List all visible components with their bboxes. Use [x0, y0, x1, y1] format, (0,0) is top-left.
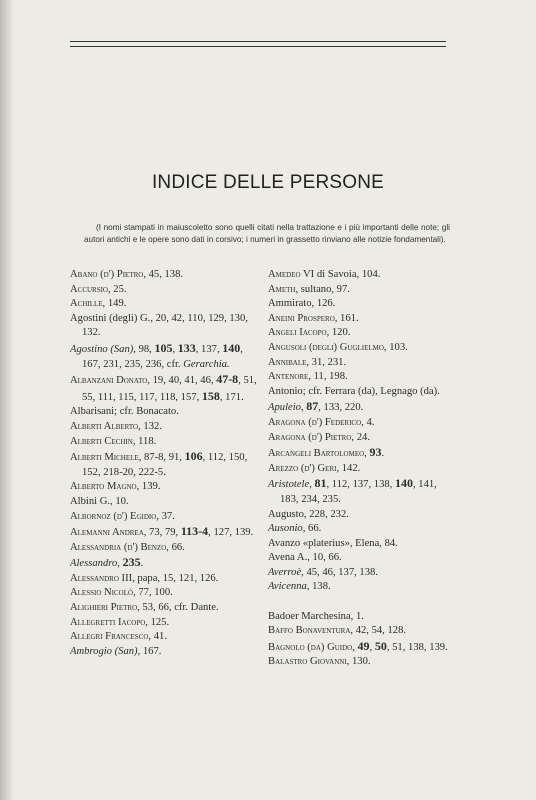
index-entry-segment: Balastro Giovanni — [268, 656, 347, 668]
index-entry — [70, 341, 260, 372]
index-entry-segment: 140 — [394, 476, 413, 491]
index-entry-segment: 106 — [184, 449, 203, 464]
index-entry-segment: , 167, 231, 235, 236, cfr. — [82, 343, 243, 370]
index-entry-segment: , — [352, 641, 358, 653]
index-entry-segment: , 133, 220. — [318, 402, 364, 414]
index-entry-segment: Augusto, 228, 232. — [268, 508, 349, 520]
index-entry — [268, 580, 454, 595]
index-column-right — [268, 268, 454, 670]
index-entry-segment: Abano (d') Pietro — [70, 269, 144, 280]
index-entry-segment: , 45, 46, 137, 138. — [301, 566, 378, 578]
index-entry — [268, 537, 454, 552]
index-entry — [70, 541, 260, 556]
index-entry-segment: Albini G., 10. — [70, 495, 129, 507]
index-entry-segment: , 24. — [351, 431, 370, 443]
index-entry-segment: Avanzo «platerius», Elena, 84. — [268, 537, 398, 549]
index-entry — [268, 566, 454, 581]
index-entry — [268, 476, 454, 507]
index-entry-segment: Arezzo (d') Geri — [268, 462, 337, 474]
index-entry-segment: , — [364, 448, 370, 460]
index-column-left — [70, 268, 260, 659]
index-entry-segment: 235 — [122, 555, 141, 570]
index-note: (I nomi stampati in maiuscoletto sono quelli citati nella trattazione e i più importanti delle note; gli autori antichi e le opere sono dati in corsivo; i numeri in grassetto rinviano alle notizie fondamentali). — [84, 223, 450, 244]
index-entry-segment: Bagnolo (da) Guido — [268, 641, 353, 653]
index-entry-segment: Alighieri Pietro — [70, 602, 138, 614]
index-entry — [268, 522, 454, 537]
index-entry — [268, 385, 454, 400]
index-entry-segment: , 19, 40, 41, 46, — [147, 375, 217, 387]
index-entry-segment: , 132. — [138, 420, 162, 432]
index-entry — [268, 416, 454, 431]
index-entry-segment: , sultano, 97. — [295, 283, 350, 295]
index-entry-segment: , 112, 150, 152, 218-20, 222-5. — [82, 452, 248, 478]
index-entry-segment: Ambrogio (San) — [70, 645, 138, 657]
index-entry-segment: Badoer Marchesina, 1. — [268, 610, 364, 622]
index-entry-segment: , 51, 55, 111, 115, 117, 118, 157, — [82, 375, 257, 403]
index-entry-segment: , 31, 231. — [306, 356, 347, 368]
index-entry-segment: , 112, 137, 138, — [326, 479, 395, 491]
index-entry-segment: Albarisani; cfr. Bonacato. — [70, 406, 179, 418]
index-entry-segment: , — [172, 343, 178, 355]
index-entry-segment: , — [117, 558, 123, 570]
index-entry-segment: Alessio Nicolò — [70, 587, 134, 599]
index-entry-segment: Aragona (d') Federico — [268, 416, 362, 428]
index-entry-segment: 113-4 — [180, 524, 209, 539]
index-entry-segment: Arcangeli Bartolomeo — [268, 448, 365, 460]
index-entry-segment: , 53, 66, cfr. Dante. — [137, 602, 219, 614]
index-entry — [268, 356, 454, 371]
index-entry — [70, 510, 260, 525]
index-entry-segment: Aristotele — [268, 479, 310, 491]
index-letter-gap — [268, 595, 454, 610]
index-entry — [70, 372, 260, 405]
index-entry-segment: , 42, 54, 128. — [350, 625, 407, 637]
index-entry — [70, 283, 260, 298]
index-entry-segment: Averroè — [268, 566, 302, 578]
index-entry — [268, 624, 454, 639]
index-entry — [70, 297, 260, 312]
index-entry-segment: Ameth — [268, 283, 296, 295]
index-entry-segment: , 51, 138, 139. — [386, 641, 448, 653]
index-entry — [70, 630, 260, 645]
index-entry-segment: , 118. — [132, 435, 157, 447]
index-entry-segment: 81 — [314, 476, 327, 491]
index-entry — [268, 399, 454, 416]
index-entry-segment: , 142. — [336, 462, 361, 474]
index-entry-segment: 47-8 — [216, 372, 239, 387]
index-entry-segment: , 87-8, 91, — [138, 452, 185, 464]
index-entry-segment: , 4. — [361, 416, 375, 428]
index-entry — [268, 268, 454, 283]
index-entry-segment: Agostini (degli) G., 20, 42, 110, 129, 130, 132. — [70, 312, 248, 339]
index-entry-segment: Aragona (d') Pietro — [268, 431, 352, 443]
index-entry-segment: Alberti Michele — [70, 452, 139, 464]
index-entry — [268, 610, 454, 625]
index-entry-segment: , 25. — [108, 283, 127, 295]
index-entry-segment: , 125. — [145, 616, 170, 628]
index-entry — [70, 449, 260, 480]
index-entry-segment: , 37. — [156, 510, 175, 522]
index-entry-segment: , 11, 198. — [308, 371, 348, 383]
index-entry-segment: , 130. — [346, 656, 371, 668]
index-entry — [268, 326, 454, 341]
index-entry-segment: 87 — [306, 399, 319, 414]
index-entry-segment: Allegri Francesco — [70, 631, 149, 643]
index-entry-segment: , 137, — [195, 343, 223, 355]
page-title: INDICE DELLE PERSONE — [151, 172, 385, 193]
index-entry — [70, 601, 260, 616]
index-entry-segment: Aneini Prospero — [268, 312, 335, 324]
index-entry-segment: Alberti Alberto — [70, 420, 139, 432]
index-entry-segment: , 161. — [334, 312, 359, 324]
index-entry-segment: , 41. — [148, 631, 167, 643]
page-binding-shadow — [0, 0, 14, 800]
index-entry-segment: Accursio — [70, 283, 108, 295]
index-entry-segment: Albanzani Donato — [70, 375, 148, 387]
top-rule-thin — [70, 46, 446, 47]
index-entry-segment: , 138. — [306, 581, 331, 593]
index-entry-segment: 105 — [154, 340, 173, 355]
index-entry — [70, 586, 260, 601]
index-entry — [268, 445, 454, 462]
index-entry-segment: VI di Savoia, 104. — [300, 269, 381, 280]
index-entry — [268, 283, 454, 298]
index-entry-segment: 158 — [201, 388, 220, 403]
index-entry-segment: Amedeo — [268, 269, 301, 280]
index-entry — [70, 435, 260, 450]
index-entry-segment: Allegretti Iacopo — [70, 616, 146, 628]
index-entry-segment: , 149. — [102, 298, 127, 310]
index-entry-segment: , 103. — [383, 341, 408, 353]
index-entry-segment: , 139. — [136, 481, 161, 493]
index-entry-segment: 50 — [374, 638, 387, 653]
index-entry-segment: , 98, — [133, 343, 155, 355]
top-rule — [70, 41, 446, 42]
index-entry-segment: Agostino (San) — [70, 343, 134, 355]
index-entry-segment: Angeli Iacopo — [268, 327, 327, 339]
index-entry-segment: , — [309, 479, 315, 491]
index-entry — [70, 572, 260, 587]
index-entry — [268, 508, 454, 523]
index-entry-segment: Achille — [70, 298, 103, 310]
index-entry-segment: , 73, 79, — [143, 527, 181, 539]
index-entry-segment: 140 — [222, 340, 241, 355]
index-entry-segment: Baffo Bonaventura — [268, 625, 351, 637]
index-entry-segment: , 141, 183, 234, 235. — [280, 479, 437, 505]
index-entry-segment: , 120. — [326, 327, 351, 339]
index-entry-segment: , — [369, 641, 375, 653]
index-entry — [268, 341, 454, 356]
index-entry — [70, 555, 260, 572]
index-entry-segment: Alessandro — [70, 558, 118, 570]
index-entry-segment: , — [300, 402, 307, 414]
index-entry — [70, 616, 260, 631]
index-entry-segment: Alessandro — [70, 572, 119, 584]
index-entry — [268, 370, 454, 385]
index-entry-segment: , 127, 139. — [208, 527, 254, 539]
index-entry-segment: , 66. — [302, 523, 322, 535]
index-entry — [268, 431, 454, 446]
index-entry-segment: Angusoli (degli) Guglielmo — [268, 341, 384, 353]
index-entry-segment: Albornoz (d') Egidio — [70, 510, 157, 522]
index-entry-segment: Ausonio — [268, 523, 303, 535]
index-entry-segment: , 171. — [219, 391, 244, 403]
index-entry — [268, 297, 454, 312]
index-entry — [268, 655, 454, 670]
index-entry — [268, 551, 454, 566]
index-entry — [70, 312, 260, 341]
index-entry-segment: Annibale — [268, 356, 307, 368]
index-entry — [70, 645, 260, 660]
index-entry-segment: Apuleio — [268, 402, 301, 414]
index-entry-segment: Ammirato, 126. — [268, 298, 336, 310]
index-entry-segment: Avena A., 10, 66. — [268, 552, 342, 564]
index-entry — [70, 480, 260, 495]
index-entry-segment: Alberto Magno — [70, 481, 137, 493]
index-entry-segment: , 45, 138. — [143, 269, 184, 280]
index-entry — [268, 462, 454, 477]
index-entry-segment: . — [381, 448, 385, 460]
index-entry — [70, 420, 260, 435]
index-entry-segment: , 167. — [137, 645, 162, 657]
index-entry-segment: 133 — [177, 340, 196, 355]
index-entry-segment: Gerarchia. — [183, 358, 230, 370]
index-entry-segment: Alberti Cechin — [70, 435, 133, 447]
index-entry — [70, 524, 260, 541]
index-entry-segment: 49 — [357, 638, 370, 653]
index-entry-segment: , 66. — [166, 541, 185, 553]
index-entry — [268, 639, 454, 656]
index-entry-segment: III, papa, 15, 121, 126. — [118, 572, 219, 584]
index-entry-segment: Antenore — [268, 371, 309, 383]
index-entry-segment: , 77, 100. — [133, 587, 173, 599]
index-entry — [70, 268, 260, 283]
index-entry-segment: Antonio; cfr. Ferrara (da), Legnago (da). — [268, 385, 440, 397]
index-entry-segment: Alessandria (d') Benzo — [70, 541, 167, 553]
index-entry-segment: 93 — [369, 445, 382, 460]
index-entry-segment: . — [140, 558, 144, 570]
index-entry — [70, 405, 260, 420]
index-entry-segment: Avicenna — [268, 581, 307, 593]
index-entry — [70, 495, 260, 510]
index-entry-segment: Alemanni Andrea — [70, 527, 144, 539]
index-entry — [268, 312, 454, 327]
